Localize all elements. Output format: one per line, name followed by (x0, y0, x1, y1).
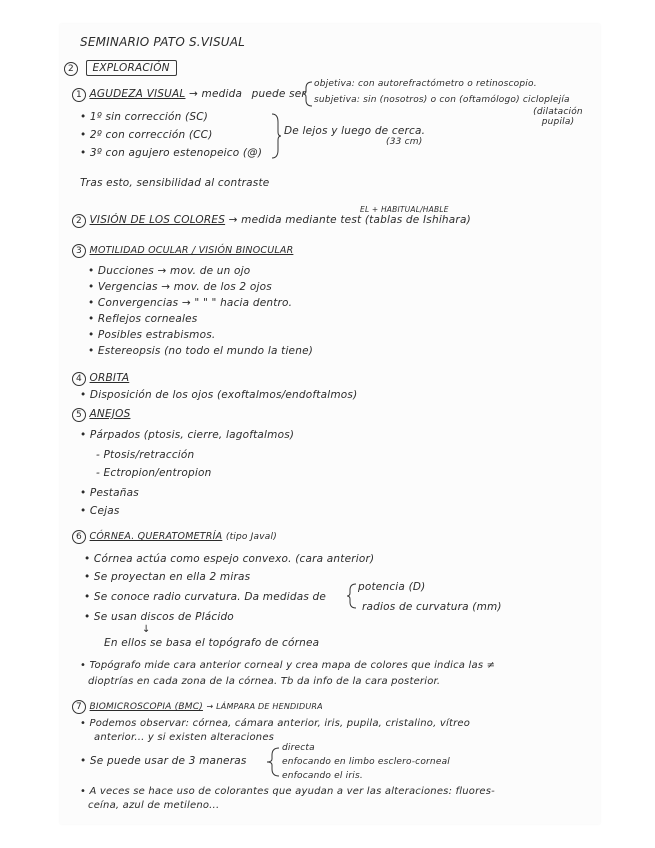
agudeza-heading: AGUDEZA VISUAL (89, 88, 186, 100)
agudeza-heading-line (72, 88, 306, 102)
anejos-line (72, 408, 130, 422)
manera-item: enfocando el iris. (282, 771, 363, 781)
agudeza-item: • 1º sin corrección (SC) (80, 111, 209, 123)
motilidad-item: • Posibles estrabismos. (88, 329, 216, 341)
brace-icon (302, 80, 314, 108)
brace-icon (270, 112, 282, 160)
anejos-item: • Párpados (ptosis, cierre, lagoftalmos) (80, 429, 295, 441)
vision-colores-line (72, 214, 471, 228)
cornea-item: • Se usan discos de Plácido (84, 611, 234, 623)
cornea-item: • Se proyectan en ella 2 miras (84, 571, 251, 583)
bmc-p1a: • Podemos observar: córnea, cámara anterior, iris, pupila, cristalino, vítreo (80, 718, 471, 729)
motilidad-item: • Convergencias → " " " hacia dentro. (88, 297, 293, 309)
potencia-text: potencia (D) (358, 581, 426, 593)
anejos-heading: ANEJOS (89, 408, 131, 420)
section-exploracion (64, 62, 177, 76)
section-number: 2 (64, 62, 78, 76)
lejos-text: De lejos y luego de cerca. (284, 125, 426, 137)
brace-icon (266, 746, 280, 778)
item-number: 7 (72, 700, 86, 714)
item-number: 1 (72, 88, 86, 102)
objetiva-text: objetiva: con autorefractómetro o retinoscopio. (314, 79, 537, 89)
cornea-heading: CÓRNEA. QUERATOMETRÍA (89, 531, 223, 542)
bmc-arrow-text: → LÁMPARA DE HENDIDURA (206, 702, 323, 711)
vision-colores-heading: VISIÓN DE LOS COLORES (89, 214, 226, 226)
item-number: 2 (72, 214, 86, 228)
agudeza-item: • 2º con corrección (CC) (80, 129, 213, 141)
bmc-p3b: ceína, azul de metileno... (88, 800, 220, 811)
anejos-item: • Cejas (80, 505, 120, 517)
item-number: 4 (72, 372, 86, 386)
section-heading: EXPLORACIÓN (86, 60, 177, 76)
item-number: 6 (72, 530, 86, 544)
orbita-line (72, 372, 129, 386)
cornea-item: • Córnea actúa como espejo convexo. (cara anterior) (84, 553, 375, 565)
cornea-line (72, 530, 277, 544)
dilatacion-note: (dilatación pupila) (533, 107, 583, 127)
orbita-text: • Disposición de los ojos (exoftalmos/endoftalmos) (80, 389, 358, 401)
item-number: 3 (72, 244, 86, 258)
brace-icon (346, 582, 358, 610)
cornea-tipo: (tipo Javal) (225, 532, 277, 542)
en-ellos-text: En ellos se basa el topógrafo de córnea (104, 637, 320, 649)
manera-item: enfocando en limbo esclero-corneal (282, 757, 450, 767)
bmc-heading: BIOMICROSCOPIA (BMC) (89, 702, 203, 712)
bmc-line (72, 700, 323, 714)
topografo-line2: dioptrías en cada zona de la córnea. Tb da info de la cara posterior. (88, 676, 441, 687)
page-title: SEMINARIO PATO S.VISUAL (80, 35, 246, 49)
cornea-item: • Se conoce radio curvatura. Da medidas de (84, 591, 327, 603)
agudeza-arrow: → medida (189, 88, 243, 100)
anejos-subitem: - Ptosis/retracción (96, 449, 195, 461)
puede-ser: puede ser (251, 88, 306, 100)
bmc-p3a: • A veces se hace uso de colorantes que ayudan a ver las alteraciones: fluores- (80, 786, 495, 797)
tras-text: Tras esto, sensibilidad al contraste (80, 177, 270, 189)
cerca-cm: (33 cm) (386, 137, 423, 147)
motilidad-item: • Reflejos corneales (88, 313, 198, 325)
anejos-item: • Pestañas (80, 487, 139, 499)
motilidad-item: • Estereopsis (no todo el mundo la tiene) (88, 345, 314, 357)
motilidad-item: • Ducciones → mov. de un ojo (88, 265, 251, 277)
manera-item: directa (282, 743, 315, 753)
down-arrow-icon: ↓ (142, 624, 151, 635)
bmc-p2: • Se puede usar de 3 maneras (80, 755, 247, 767)
topografo-line1: • Topógrafo mide cara anterior corneal y crea mapa de colores que indica las ≠ (80, 660, 496, 671)
motilidad-heading: MOTILIDAD OCULAR / VISIÓN BINOCULAR (89, 245, 294, 256)
item-number: 5 (72, 408, 86, 422)
motilidad-item: • Vergencias → mov. de los 2 ojos (88, 281, 272, 293)
subjetiva-text: subjetiva: sin (nosotros) o con (oftamólogo) cicloplejía (314, 95, 570, 105)
vision-colores-text: → medida mediante test (tablas de Ishihara) (228, 214, 471, 226)
habitual-note: EL + HABITUAL/HABLE (360, 205, 449, 214)
anejos-subitem: - Ectropion/entropion (96, 467, 212, 479)
radios-text: radios de curvatura (mm) (362, 601, 502, 613)
agudeza-item: • 3º con agujero estenopeico (@) (80, 147, 263, 159)
orbita-heading: ORBITA (89, 372, 130, 384)
motilidad-line (72, 244, 293, 258)
bmc-p1b: anterior... y si existen alteraciones (94, 732, 275, 743)
